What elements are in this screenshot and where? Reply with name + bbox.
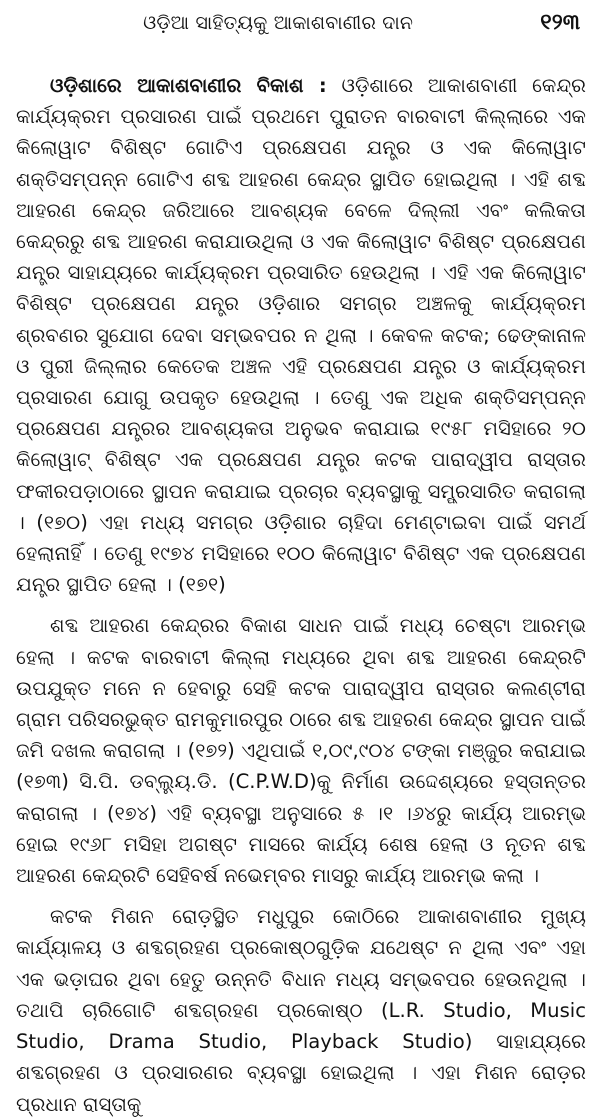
page-number: ୧୨୩ [540,10,580,35]
body-text [16,70,586,1120]
page-header [16,10,586,46]
paragraph [16,70,586,600]
paragraph-text: ଓଡ଼ିଶାରେ ଆକାଶବାଣୀ କେନ୍ଦ୍ର କାର୍ଯ୍ୟକ୍ରମ ପ୍ରସାରଣ ପାଇଁ ପ୍ରଥମେ ପୁରାତନ ବାରବାଟୀ କିଲ୍ଲାରେ ଏକ କିଲୋୱାଟ ବିଶିଷ୍ଟ ଗୋଟିଏ ପ୍ରକ୍ଷେପଣ ଯନ୍ତ୍ର ଓ ଏକ କିଲୋୱାଟ ଶକ୍ତିସମ୍ପନ୍ନ ଗୋଟିଏ ଶବ୍ଦ ଆହରଣ କେନ୍ଦ୍ର ସ୍ଥାପିତ ହୋଇଥିଲା । ଏହି ଶବ୍ଦ ଆହରଣ କେନ୍ଦ୍ର ଜରିଆରେ ଆବଶ୍ୟକ ବେଳେ ଦିଲ୍ଲୀ ଏବଂ କଲିକତା କେନ୍ଦ୍ରରୁ ଶବ୍ଦ ଆହରଣ କରାଯାଉଥିଲା ଓ ଏକ କିଲୋୱାଟ ବିଶିଷ୍ଟ ପ୍ରକ୍ଷେପଣ ଯନ୍ତ୍ର ସାହାଯ୍ୟରେ କାର୍ଯ୍ୟକ୍ରମ ପ୍ରସାରିତ ହେଉଥିଲା । ଏହି ଏକ କିଲୋୱାଟ ବିଶିଷ୍ଟ ପ୍ରକ୍ଷେପଣ ଯନ୍ତ୍ର ଓଡ଼ିଶାର ସମଗ୍ର ଅଞ୍ଚଳକୁ କାର୍ଯ୍ୟକ୍ରମ ଶ୍ରବଣର ସୁଯୋଗ ଦେବା ସମ୍ଭବପର ନ ଥିଲା । କେବଳ କଟକ; ଢେଙ୍କାନାଳ ଓ ପୁରୀ ଜିଲ୍ଲାର କେତେକ ଅଞ୍ଚଳ ଏହି ପ୍ରକ୍ଷେପଣ ଯନ୍ତ୍ର ଓ କାର୍ଯ୍ୟକ୍ରମ ପ୍ରସାରଣ ଯୋଗୁ ଉପକୃତ ହେଉଥିଲା । ତେଣୁ ଏକ ଅଧିକ ଶକ୍ତିସମ୍ପନ୍ନ ପ୍ରକ୍ଷେପଣ ଯନ୍ତ୍ରର ଆବଶ୍ୟକତା ଅନୁଭବ କରାଯାଇ ୧୯୫୮ ମସିହାରେ ୨୦ କିଲୋୱାଟ୍ ବିଶିଷ୍ଟ ଏକ ପ୍ରକ୍ଷେପଣ ଯନ୍ତ୍ର କଟକ ପାରାଦ୍ୱୀପ ରାସ୍ତାର ଫକୀରପଡ଼ାଠାରେ ସ୍ଥାପନ କରାଯାଇ ପ୍ରଚାର ବ୍ୟବସ୍ଥାକୁ ସମ୍ପ୍ରସାରିତ କରାଗଲା । (୧୭୦) ଏହା ମଧ୍ୟ ସମଗ୍ର ଓଡ଼ିଶାର ଚାହିଦା ମେଣ୍ଟାଇବା ପାଇଁ ସମର୍ଥ ହେଲାନାହିଁ । ତେଣୁ ୧୯୭୪ ମସିହାରେ ୧୦୦ କିଲୋୱାଟ ବିଶିଷ୍ଟ ଏକ ପ୍ରକ୍ଷେପଣ ଯନ୍ତ୍ର ସ୍ଥାପିତ ହେଲା । (୧୭୧) [16,74,586,597]
section-heading: ଓଡ଼ିଶାରେ ଆକାଶବାଣୀର ବିକାଶ : [50,74,327,97]
paragraph: କଟକ ମିଶନ ରୋଡ଼ସ୍ଥିତ ମଧୁପୁର କୋଠିରେ ଆକାଶବାଣୀର ମୁଖ୍ୟ କାର୍ଯ୍ୟାଳୟ ଓ ଶବ୍ଦଗ୍ରହଣ ପ୍ରକୋଷ୍ଠଗୁଡ଼ିକ ଯଥେଷ୍ଟ ନ ଥିଲା ଏବଂ ଏହା ଏକ ଭଡ଼ାଘର ଥିବା ହେତୁ ଉନ୍ନତି ବିଧାନ ମଧ୍ୟ ସମ୍ଭବପର ହେଉନଥିଲା । ତଥାପି ଚାରିଗୋଟି ଶବ୍ଦଗ୍ରହଣ ପ୍ରକୋଷ୍ଠ (L.R. Studio, Music Studio, Drama Studio, Playback Studio) ସାହାଯ୍ୟରେ ଶବ୍ଦଗ୍ରହଣ ଓ ପ୍ରସାରଣର ବ୍ୟବସ୍ଥା ହୋଇଥିଲା । ଏହା ମିଶନ ରୋଡ଼ର ପ୍ରଧାନ ରାସ୍ତାକୁ [16,905,586,1116]
running-title: ଓଡ଼ିଆ ସାହିତ୍ୟକୁ ଆକାଶବାଣୀର ଦାନ [143,12,414,34]
paragraph: ଶବ୍ଦ ଆହରଣ କେନ୍ଦ୍ରର ବିକାଶ ସାଧନ ପାଇଁ ମଧ୍ୟ ଚେଷ୍ଟା ଆରମ୍ଭ ହେଲା । କଟକ ବାରବାଟୀ କିଲ୍ଲା ମଧ୍ୟରେ ଥିବା ଶବ୍ଦ ଆହରଣ କେନ୍ଦ୍ରଟି ଉପଯୁକ୍ତ ମନେ ନ ହେବାରୁ ସେହି କଟକ ପାରାଦ୍ୱୀପ ରାସ୍ତାର କଲଣ୍ଟୀରା ଗ୍ରାମ ପରିସରଭୁକ୍ତ ରାମକୁମାରପୁର ଠାରେ ଶବ୍ଦ ଆହରଣ କେନ୍ଦ୍ର ସ୍ଥାପନ ପାଇଁ ଜମି ଦଖଲ କରାଗଲା । (୧୭୨) ଏଥିପାଇଁ ୧,୦୯,୯୦୪ ଟଙ୍କା ମଞ୍ଜୁର କରାଯାଇ (୧୭୩) ସି.ପି. ଡବ୍ଲ୍ୟୁ.ଡି. (C.P.W.D)କୁ ନିର୍ମାଣ ଉଦ୍ଦେଶ୍ୟରେ ହସ୍ତାନ୍ତର କରାଗଲା । (୧୭୪) ଏହି ବ୍ୟବସ୍ଥା ଅନୁସାରେ ୫ ।୧ ।୬୪ରୁ କାର୍ଯ୍ୟ ଆରମ୍ଭ ହୋଇ ୧୯୬୮ ମସିହା ଅଗଷ୍ଟ ମାସରେ କାର୍ଯ୍ୟ ଶେଷ ହେଲା ଓ ନୂତନ ଶବ୍ଦ ଆହରଣ କେନ୍ଦ୍ରଟି ସେହିବର୍ଷ ନଭେମ୍ବର ମାସରୁ କାର୍ଯ୍ୟ ଆରମ୍ଭ କଲା । [16,614,586,888]
